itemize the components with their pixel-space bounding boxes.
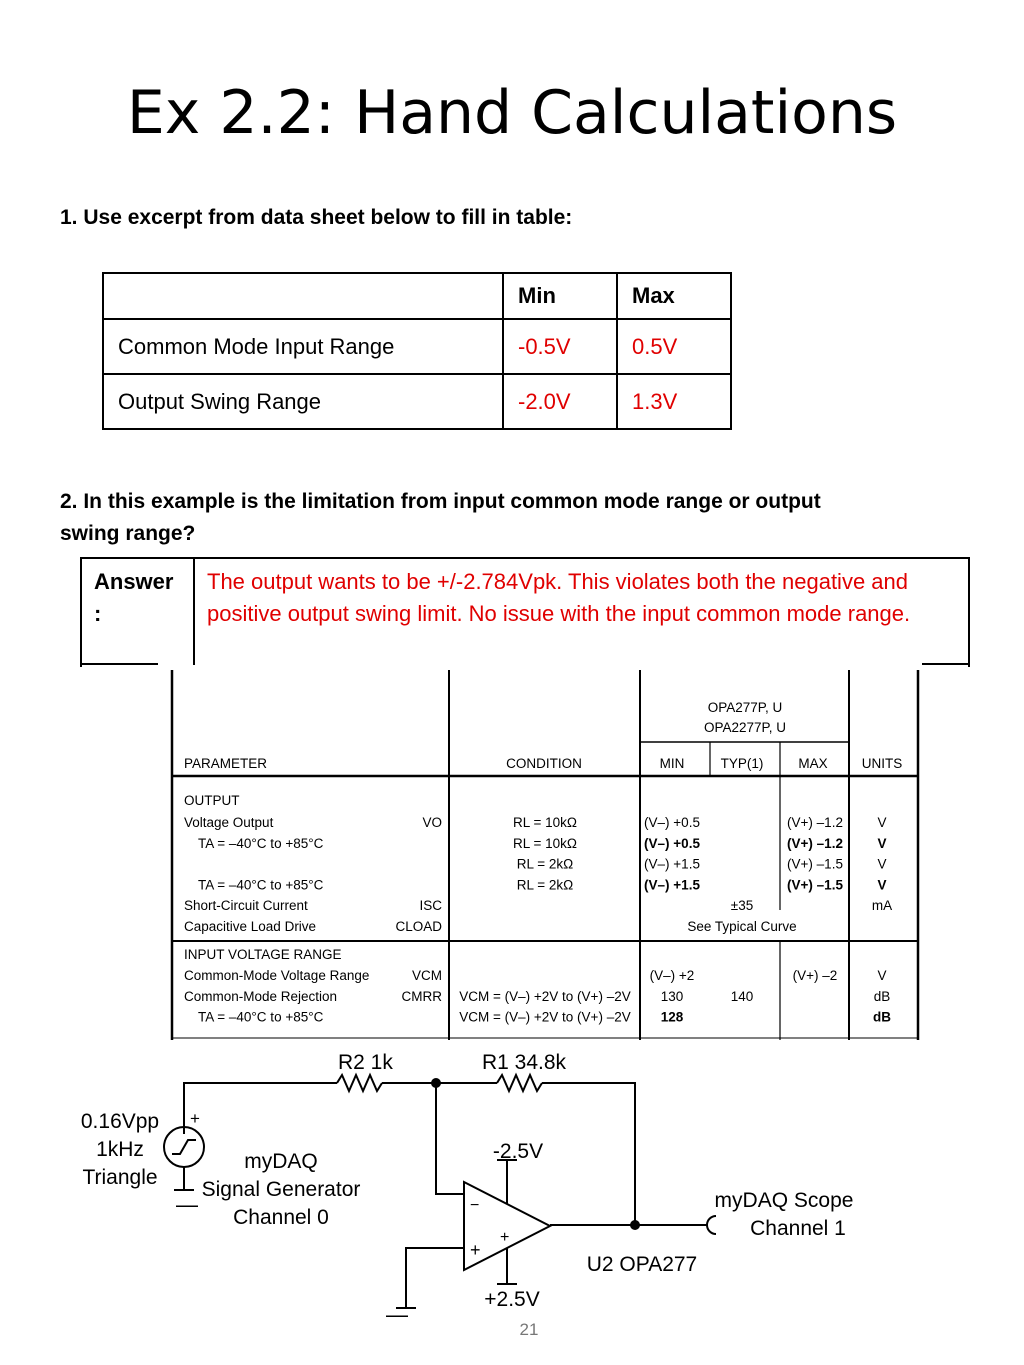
ds-min: (V–) +0.5 — [644, 815, 700, 830]
ds-symbol: CLOAD — [395, 919, 442, 934]
source-line-3: Triangle — [82, 1166, 158, 1189]
answer-label — [94, 566, 184, 630]
ds-typ: See Typical Curve — [687, 919, 797, 934]
device-line-2: OPA2277P, U — [703, 720, 787, 735]
output-section-label: OUTPUT — [184, 793, 240, 808]
device-line-1: OPA277P, U — [707, 700, 783, 715]
answer-bottom-left — [80, 663, 158, 665]
header-min: MIN — [659, 756, 685, 771]
output-rows — [184, 815, 892, 934]
pos-supply-label: +2.5V — [484, 1288, 540, 1311]
r1-resistor — [497, 1075, 542, 1091]
ds-max: (V+) –1.5 — [787, 877, 843, 893]
generator-line-3: Channel 0 — [233, 1206, 329, 1229]
ds-param: TA = –40°C to +85°C — [198, 1009, 324, 1025]
ds-typ: 140 — [730, 988, 754, 1004]
limits-table — [102, 272, 732, 430]
ds-max: (V+) –1.2 — [787, 815, 843, 830]
ds-min: (V–) +0.5 — [644, 835, 700, 851]
table-header-blank — [103, 273, 503, 319]
ds-unit: V — [877, 815, 887, 830]
ds-max: (V+) –1.2 — [787, 835, 843, 851]
ds-condition: RL = 10kΩ — [513, 815, 577, 830]
opamp-plus-label: + — [470, 1240, 481, 1260]
ds-condition: RL = 2kΩ — [516, 856, 574, 872]
scope-line-2: Channel 1 — [750, 1217, 846, 1240]
question-2-line-1: 2. In this example is the limitation from input common mode range or output — [60, 490, 821, 513]
input-rows — [184, 968, 891, 1025]
opamp-minus-label: − — [470, 1197, 480, 1214]
answer-divider — [193, 557, 195, 665]
table-row — [103, 374, 731, 429]
answer-label-line-1: Answer — [94, 569, 174, 594]
ds-symbol: CMRR — [401, 988, 442, 1004]
ds-param: Capacitive Load Drive — [184, 919, 317, 934]
source-plus-label: + — [190, 1109, 200, 1128]
generator-line-2: Signal Generator — [201, 1178, 361, 1201]
scope-connector — [707, 1216, 716, 1234]
table-header-max: Max — [617, 273, 731, 319]
question-2-line-2: swing range? — [60, 522, 196, 545]
table-row — [103, 319, 731, 374]
r2-label: R2 1k — [338, 1051, 393, 1074]
generator-line-1: myDAQ — [244, 1150, 318, 1173]
ds-symbol: ISC — [419, 898, 442, 914]
ds-min: (V–) +1.5 — [644, 877, 700, 893]
header-max: MAX — [798, 756, 828, 771]
ds-unit: V — [877, 968, 887, 983]
row-label: Common Mode Input Range — [103, 319, 503, 374]
opamp-vplus-label: + — [500, 1229, 510, 1246]
question-2 — [60, 486, 821, 550]
opamp-label: U2 OPA277 — [586, 1253, 698, 1276]
ds-param: TA = –40°C to +85°C — [198, 877, 324, 893]
page-title: Ex 2.2: Hand Calculations — [126, 78, 898, 148]
header-condition: CONDITION — [506, 756, 582, 771]
ds-typ: ±35 — [730, 898, 754, 914]
ds-max: (V+) –2 — [792, 968, 838, 983]
header-parameter: PARAMETER — [184, 756, 268, 771]
answer-label-line-2: : — [94, 601, 102, 626]
ds-min: (V–) +2 — [649, 968, 695, 983]
ds-param: Common-Mode Voltage Range — [184, 968, 370, 983]
ds-condition: VCM = (V–) +2V to (V+) –2V — [459, 988, 631, 1004]
ds-unit: mA — [871, 898, 893, 914]
row-min: -2.0V — [503, 374, 617, 429]
answer-bottom-right — [922, 663, 968, 665]
ds-max: (V+) –1.5 — [787, 856, 843, 872]
r1-label: R1 34.8k — [482, 1051, 567, 1074]
r2-resistor — [337, 1075, 382, 1091]
row-max: 1.3V — [617, 374, 731, 429]
row-label: Output Swing Range — [103, 374, 503, 429]
ds-param: Voltage Output — [184, 815, 274, 830]
header-units: UNITS — [861, 756, 903, 771]
header-typ: TYP(1) — [720, 756, 764, 771]
source-line-2: 1kHz — [96, 1138, 144, 1161]
ds-symbol: VCM — [412, 968, 442, 983]
source-line-1: 0.16Vpp — [80, 1110, 160, 1133]
ds-param: Short-Circuit Current — [184, 898, 308, 914]
scope-line-1: myDAQ Scope — [714, 1189, 854, 1212]
ds-min: 130 — [660, 988, 684, 1004]
datasheet-excerpt — [170, 670, 922, 1040]
source-minus-label: — — [176, 1192, 198, 1217]
ds-min: (V–) +1.5 — [644, 856, 700, 872]
input-section-label: INPUT VOLTAGE RANGE — [184, 947, 342, 962]
circuit-schematic — [60, 1040, 890, 1340]
ds-unit: V — [877, 856, 887, 872]
ds-unit: dB — [873, 988, 891, 1004]
ds-condition: RL = 2kΩ — [516, 877, 574, 893]
question-1: 1. Use excerpt from data sheet below to fill in table: — [60, 206, 573, 229]
page-number: 21 — [519, 1320, 539, 1339]
ds-param: Common-Mode Rejection — [184, 988, 338, 1004]
neg-supply-label: -2.5V — [492, 1140, 544, 1163]
ds-min: 128 — [660, 1009, 684, 1025]
ds-unit: V — [877, 877, 887, 893]
ground-label: — — [386, 1302, 408, 1327]
answer-text: The output wants to be +/-2.784Vpk. This violates both the negative and positive output swing limit. No issue with the input common mode range. — [207, 569, 911, 626]
table-header-row — [103, 273, 731, 319]
row-min: -0.5V — [503, 319, 617, 374]
ds-symbol: VO — [422, 815, 442, 830]
table-header-min: Min — [503, 273, 617, 319]
ds-condition: RL = 10kΩ — [513, 835, 577, 851]
row-max: 0.5V — [617, 319, 731, 374]
ds-unit: V — [877, 835, 887, 851]
ds-condition: VCM = (V–) +2V to (V+) –2V — [459, 1009, 631, 1025]
ds-unit: dB — [873, 1009, 891, 1025]
ds-param: TA = –40°C to +85°C — [198, 835, 324, 851]
